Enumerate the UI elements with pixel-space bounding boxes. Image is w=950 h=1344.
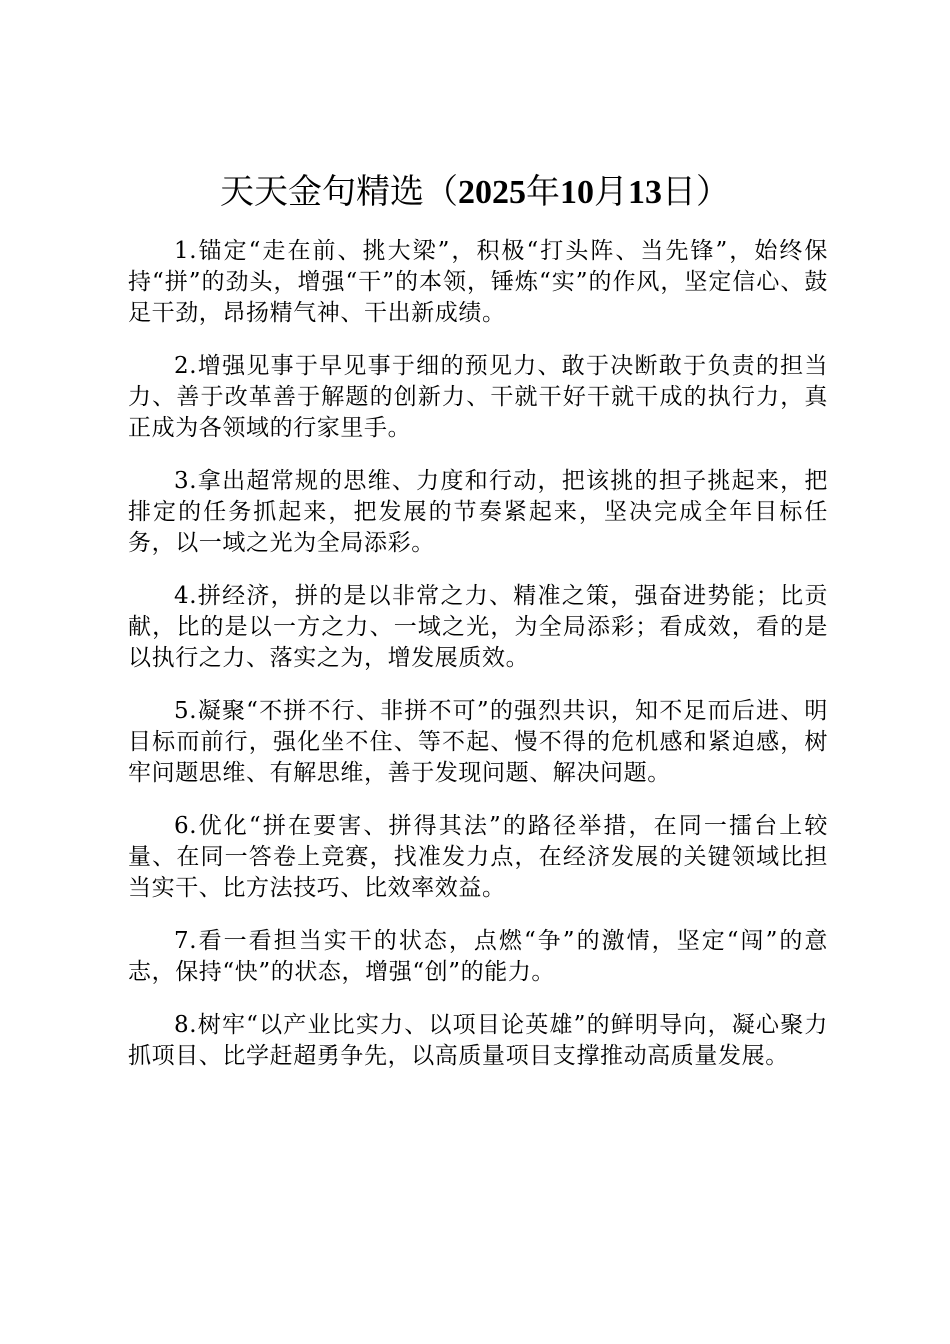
quote-paragraph-6: 6.优化“拼在要害、拼得其法”的路径举措，在同一擂台上较量、在同一答卷上竞赛，找准发力点，在经济发展的关键领域比担当实干、比方法技巧、比效率效益。 — [128, 813, 828, 901]
title-prefix: 天天金句精选（ — [220, 172, 458, 212]
quote-list — [128, 236, 828, 1094]
title-year: 2025 — [458, 174, 526, 211]
title-month-unit: 月 — [594, 172, 628, 212]
quote-paragraph-2: 2.增强见事于早见事于细的预见力、敢于决断敢于负责的担当力、善于改革善于解题的创新力、干就干好干就干成的执行力，真正成为各领域的行家里手。 — [128, 353, 828, 441]
title-day-unit: 日） — [662, 172, 730, 212]
quote-paragraph-8: 8.树牢“以产业比实力、以项目论英雄”的鲜明导向，凝心聚力抓项目、比学赶超勇争先，以高质量项目支撑推动高质量发展。 — [128, 1012, 828, 1069]
quote-paragraph-7: 7.看一看担当实干的状态，点燃“争”的激情，坚定“闯”的意志，保持“快”的状态，增强“创”的能力。 — [128, 928, 828, 985]
quote-paragraph-4: 4.拼经济，拼的是以非常之力、精准之策，强奋进势能；比贡献，比的是以一方之力、一域之光，为全局添彩；看成效，看的是以执行之力、落实之为，增发展质效。 — [128, 583, 828, 671]
quote-paragraph-5: 5.凝聚“不拼不行、非拼不可”的强烈共识，知不足而后进、明目标而前行，强化坐不住、等不起、慢不得的危机感和紧迫感，树牢问题思维、有解思维，善于发现问题、解决问题。 — [128, 698, 828, 786]
quote-paragraph-1: 1.锚定“走在前、挑大梁”，积极“打头阵、当先锋”，始终保持“拼”的劲头，增强“干”的本领，锤炼“实”的作风，坚定信心、鼓足干劲，昂扬精气神、干出新成绩。 — [128, 238, 828, 326]
title-month: 10 — [560, 174, 594, 211]
quote-paragraph-3: 3.拿出超常规的思维、力度和行动，把该挑的担子挑起来，把排定的任务抓起来，把发展的节奏紧起来，坚决完成全年目标任务，以一域之光为全局添彩。 — [128, 468, 828, 556]
title-day: 13 — [628, 174, 662, 211]
page-title — [0, 168, 950, 217]
title-year-unit: 年 — [526, 172, 560, 212]
